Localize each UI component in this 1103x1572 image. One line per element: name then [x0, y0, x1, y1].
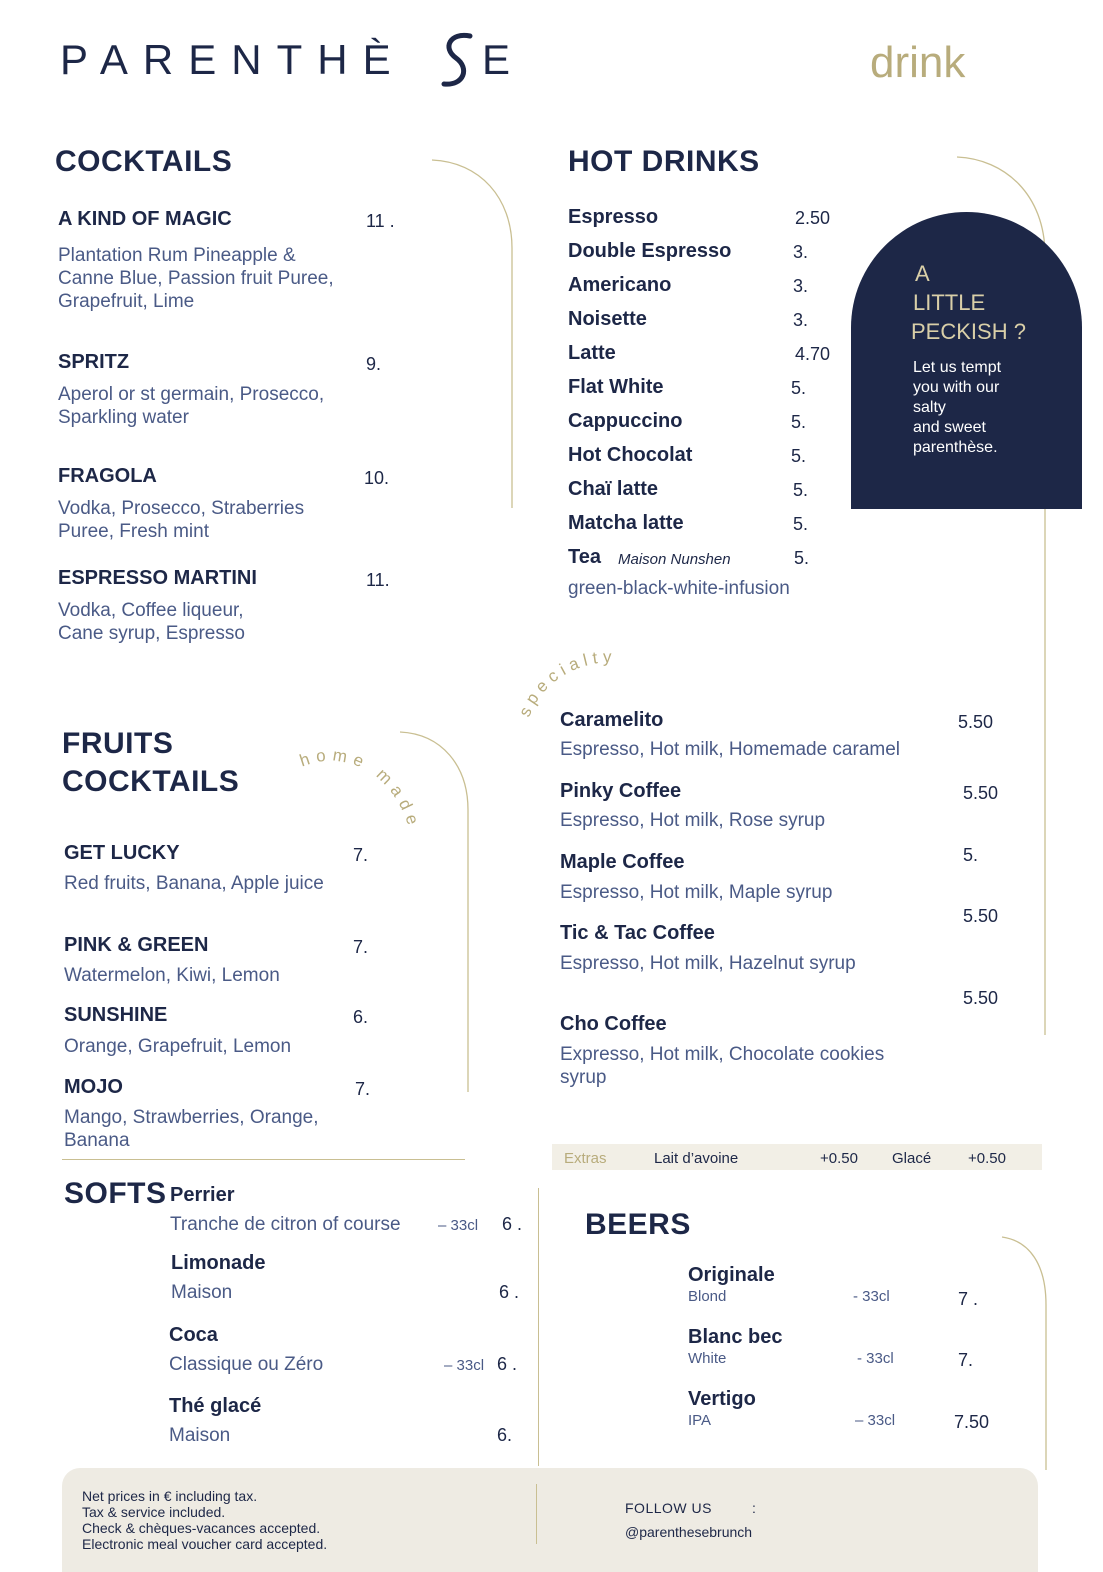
follow-sep: : [752, 1500, 756, 1516]
vertical-divider [538, 1188, 539, 1466]
list-item-name: Cappuccino [568, 410, 683, 432]
list-item-size: – 33cl [444, 1357, 485, 1374]
list-item-price: 5. [793, 480, 809, 500]
list-item-desc: Classique ou Zéro [169, 1354, 324, 1375]
list-item-desc: Mango, Strawberries, Orange, Banana [64, 1107, 319, 1151]
list-item-name: SPRITZ [58, 351, 130, 373]
list-item-price: 7. [958, 1350, 974, 1370]
list-item-price: 7. [355, 1079, 371, 1099]
list-item-desc: Vodka, Prosecco, Straberries Puree, Fresh mint [58, 498, 305, 542]
list-item-desc: Espresso, Hot milk, Hazelnut syrup [560, 953, 856, 974]
beer-type: Blond [688, 1288, 727, 1305]
list-item-price: 5.50 [963, 783, 999, 803]
list-item-price: 5.50 [958, 712, 994, 732]
beer-type: White [688, 1350, 727, 1367]
footer [62, 1468, 1038, 1572]
list-item-desc: Maison [171, 1282, 233, 1303]
list-item-name: Vertigo [688, 1388, 756, 1410]
list-item-desc: Espresso, Hot milk, Rose syrup [560, 810, 826, 831]
list-item-name: GET LUCKY [64, 842, 180, 864]
list-item-price: 7.50 [954, 1412, 990, 1432]
list-item-price: 6 . [497, 1354, 518, 1374]
tea-row [568, 546, 848, 572]
list-item-name: Perrier [170, 1184, 235, 1206]
extras-price-2: +0.50 [968, 1150, 1006, 1167]
list-item-desc: Aperol or st germain, Prosecco, Sparkling water [58, 384, 325, 428]
list-item-name: A KIND OF MAGIC [58, 208, 232, 230]
list-item-price: 6. [353, 1007, 369, 1027]
list-item-desc: Vodka, Coffee liqueur, Cane syrup, Espresso [58, 600, 245, 644]
list-item-name: Limonade [171, 1252, 266, 1274]
list-item-size: – 33cl [438, 1217, 479, 1234]
list-item-name: Originale [688, 1264, 775, 1286]
list-item-name: Blanc bec [688, 1326, 783, 1348]
list-item-price: 3. [793, 310, 809, 330]
list-item-size: - 33cl [853, 1288, 890, 1305]
list-item-name: Pinky Coffee [560, 780, 682, 802]
social-handle[interactable]: @parenthesebrunch [625, 1524, 753, 1540]
brand-s-glyph [436, 30, 480, 90]
list-item-desc: Orange, Grapefruit, Lemon [64, 1036, 292, 1057]
softs-title: SOFTS [64, 1177, 167, 1210]
list-item-price: 5. [791, 446, 807, 466]
follow-label: FOLLOW US [625, 1500, 712, 1516]
list-item-desc: Expresso, Hot milk, Chocolate cookies syrup [560, 1044, 885, 1088]
list-item-desc: Red fruits, Banana, Apple juice [64, 873, 324, 894]
list-item-name: Tic & Tac Coffee [560, 922, 715, 944]
extras-bar [552, 1144, 1042, 1170]
list-item-name: Noisette [568, 308, 647, 330]
svg-text:specialty: specialty [514, 647, 617, 720]
list-item-name: Double Espresso [568, 240, 732, 262]
peckish-text: Let us tempt you with our salty and sweet parenthèse. [913, 359, 1002, 456]
divider [62, 1159, 465, 1160]
list-item-price: 6. [497, 1425, 513, 1445]
list-item-price: 10. [364, 468, 390, 488]
list-item-name: Cho Coffee [560, 1013, 667, 1035]
list-item-price: 5. [793, 514, 809, 534]
list-item-name: Maple Coffee [560, 851, 685, 873]
list-item-desc: Espresso, Hot milk, Homemade caramel [560, 739, 900, 760]
tea-brand: Maison Nunshen [618, 551, 731, 568]
list-item-price: 7. [353, 937, 369, 957]
list-item-name: Coca [169, 1324, 218, 1346]
list-item-name: Americano [568, 274, 672, 296]
fruits-arc [398, 730, 478, 1100]
list-item-price: 5.50 [963, 906, 999, 926]
list-item-desc: Maison [169, 1425, 231, 1446]
tea-desc: green-black-white-infusion [568, 578, 790, 599]
section-title: drink [870, 38, 966, 87]
list-item-name: SUNSHINE [64, 1004, 168, 1026]
list-item-price: 7. [353, 845, 369, 865]
list-item-name: Matcha latte [568, 512, 684, 534]
list-item-name: Caramelito [560, 709, 664, 731]
svg-text:home made: home made [297, 745, 425, 833]
list-item-price: 5.50 [963, 988, 999, 1008]
list-item-price: 11 . [366, 211, 395, 231]
tea-name: Tea [568, 546, 601, 568]
list-item-name: Flat White [568, 376, 664, 398]
list-item-desc: Plantation Rum Pineapple & Canne Blue, Passion fruit Puree, Grapefruit, Lime [58, 245, 334, 312]
beer-type: IPA [688, 1412, 712, 1429]
list-item-desc: Watermelon, Kiwi, Lemon [64, 965, 280, 986]
list-item-name: Hot Chocolat [568, 444, 693, 466]
list-item-name: Latte [568, 342, 616, 364]
tea-price: 5. [794, 548, 810, 568]
list-item-name: PINK & GREEN [64, 934, 209, 956]
list-item-name: FRAGOLA [58, 465, 157, 487]
fruits-title: FRUITS COCKTAILS [62, 727, 240, 798]
list-item-price: 5. [791, 378, 807, 398]
peckish-title: A LITTLE PECKISH ? [911, 261, 1026, 344]
list-item-price: 4.70 [795, 344, 831, 364]
extras-item-2: Glacé [892, 1150, 932, 1167]
list-item-price: 9. [366, 354, 382, 374]
extras-label: Extras [564, 1150, 607, 1167]
list-item-price: 2.50 [795, 208, 831, 228]
list-item-price: 3. [793, 242, 809, 262]
list-item-name: ESPRESSO MARTINI [58, 567, 257, 589]
footer-notes: Net prices in € including tax. Tax & service included. Check & chèques-vacances accepted. Electronic meal voucher card accepted. [82, 1488, 328, 1552]
beers-title: BEERS [585, 1208, 691, 1241]
beers-arc [1000, 1235, 1060, 1475]
list-item-size: - 33cl [857, 1350, 894, 1367]
list-item-name: Thé glacé [169, 1395, 262, 1417]
list-item-price: 3. [793, 276, 809, 296]
brand-text-right: E [482, 36, 511, 83]
extras-item-1: Lait d’avoine [654, 1150, 739, 1167]
list-item-name: Chaï latte [568, 478, 659, 500]
footer-divider [536, 1484, 537, 1544]
brand-logo [60, 30, 530, 90]
list-item-price: 11. [366, 570, 390, 590]
list-item-price: 6 . [499, 1282, 520, 1302]
cocktails-title: COCKTAILS [55, 145, 233, 178]
list-item-name: MOJO [64, 1076, 123, 1098]
list-item-desc: Espresso, Hot milk, Maple syrup [560, 882, 833, 903]
hot-drinks-list [568, 206, 848, 546]
list-item-name: Espresso [568, 206, 659, 228]
peckish-box [851, 212, 1082, 509]
list-item-price: 5. [791, 412, 807, 432]
hot-drinks-title: HOT DRINKS [568, 145, 760, 178]
cocktails-arc [430, 158, 520, 518]
list-item-price: 7 . [958, 1289, 979, 1309]
list-item-price: 6 . [502, 1214, 523, 1234]
list-item-desc: Tranche de citron of course [170, 1214, 401, 1235]
extras-price-1: +0.50 [820, 1150, 858, 1167]
list-item-price: 5. [963, 845, 979, 865]
brand-text-left: PARENTHÈ [60, 36, 406, 83]
list-item-size: – 33cl [855, 1412, 896, 1429]
